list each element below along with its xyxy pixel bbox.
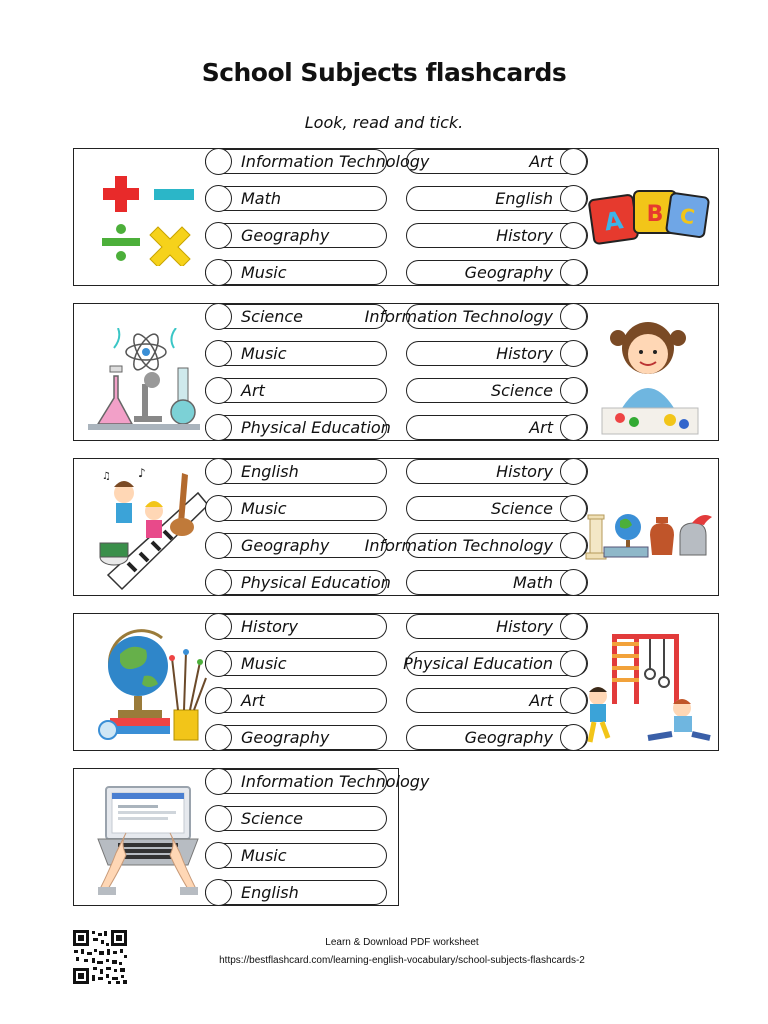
gym-children-image [582,630,714,746]
tick-circle[interactable] [205,414,232,441]
option-label: Math [241,189,282,208]
flashcard-3 [73,458,719,596]
math-symbols-image [98,171,198,266]
tick-circle[interactable] [205,724,232,751]
tick-circle[interactable] [560,414,587,441]
footer-link[interactable]: https://bestflashcard.com/learning-english-vocabulary/school-subjects-flashcards-2 [219,955,585,966]
option-label: Physical Education [403,654,553,673]
option-label: English [241,883,299,902]
flashcard-1 [73,148,719,286]
option-label: History [496,462,553,481]
tick-circle[interactable] [560,569,587,596]
tick-circle[interactable] [560,687,587,714]
option-pill [205,260,387,285]
option-pill [205,378,387,403]
footer-line-1: Learn & Download PDF worksheet [325,937,479,948]
science-lab-image [84,328,204,432]
tick-circle[interactable] [560,185,587,212]
option-label: Art [529,418,553,437]
option-label: Music [241,654,287,673]
option-label: Music [241,344,287,363]
tick-circle[interactable] [560,222,587,249]
svg-text:A: A [602,206,625,237]
svg-text:♫: ♫ [102,471,111,482]
tick-circle[interactable] [205,805,232,832]
option-label: Math [512,573,553,592]
svg-text:♪: ♪ [138,466,146,480]
tick-circle[interactable] [560,650,587,677]
option-label: Geography [464,263,553,282]
option-label: Art [241,381,265,400]
tick-circle[interactable] [205,613,232,640]
tick-circle[interactable] [205,458,232,485]
laptop-typing-image [96,783,200,897]
option-label: History [496,226,553,245]
tick-circle[interactable] [560,303,587,330]
tick-circle[interactable] [205,650,232,677]
tick-circle[interactable] [560,377,587,404]
option-label: Art [241,691,265,710]
tick-circle[interactable] [560,259,587,286]
option-label: Information Technology [241,772,430,791]
flashcard-4 [73,613,719,751]
svg-text:C: C [678,203,697,230]
tick-circle[interactable] [560,340,587,367]
tick-circle[interactable] [205,148,232,175]
option-label: Information Technology [364,307,553,326]
tick-circle[interactable] [560,458,587,485]
option-label: History [241,617,298,636]
option-label: Geography [241,536,330,555]
option-label: History [496,344,553,363]
option-label: Art [529,691,553,710]
flashcard-5 [73,768,430,906]
tick-circle[interactable] [205,842,232,869]
option-pill [205,843,387,868]
tick-circle[interactable] [560,148,587,175]
tick-circle[interactable] [205,185,232,212]
option-pill [205,688,387,713]
option-pill [205,651,387,676]
tick-circle[interactable] [560,724,587,751]
option-pill [205,186,387,211]
tick-circle[interactable] [205,377,232,404]
page-title: School Subjects flashcards [201,58,567,87]
option-label: Art [529,152,553,171]
option-label: English [241,462,299,481]
instruction-text: Look, read and tick. [304,113,464,132]
tick-circle[interactable] [560,613,587,640]
tick-circle[interactable] [205,532,232,559]
tick-circle[interactable] [560,532,587,559]
option-label: Information Technology [241,152,430,171]
svg-text:B: B [646,202,664,227]
option-label: Physical Education [241,418,391,437]
option-label: Science [490,381,553,400]
child-painting-image [600,312,700,436]
option-label: Science [490,499,553,518]
option-label: Geography [241,226,330,245]
option-label: Physical Education [241,573,391,592]
tick-circle[interactable] [205,303,232,330]
option-label: English [495,189,553,208]
option-label: Science [241,307,304,326]
tick-circle[interactable] [205,879,232,906]
option-label: Music [241,499,287,518]
tick-circle[interactable] [205,687,232,714]
tick-circle[interactable] [205,569,232,596]
flashcard-2 [73,303,719,441]
option-label: Music [241,846,287,865]
tick-circle[interactable] [205,259,232,286]
music-children-image [98,463,210,593]
tick-circle[interactable] [205,495,232,522]
globe-art-supplies-image [96,628,208,742]
option-label: History [496,617,553,636]
abc-blocks-image [586,185,710,255]
option-label: Science [241,809,304,828]
history-artifacts-image [584,511,714,561]
option-label: Music [241,263,287,282]
tick-circle[interactable] [205,768,232,795]
tick-circle[interactable] [205,222,232,249]
option-label: Geography [464,728,553,747]
option-pill [205,341,387,366]
tick-circle[interactable] [560,495,587,522]
option-label: Information Technology [364,536,553,555]
option-label: Geography [241,728,330,747]
option-pill [205,496,387,521]
tick-circle[interactable] [205,340,232,367]
